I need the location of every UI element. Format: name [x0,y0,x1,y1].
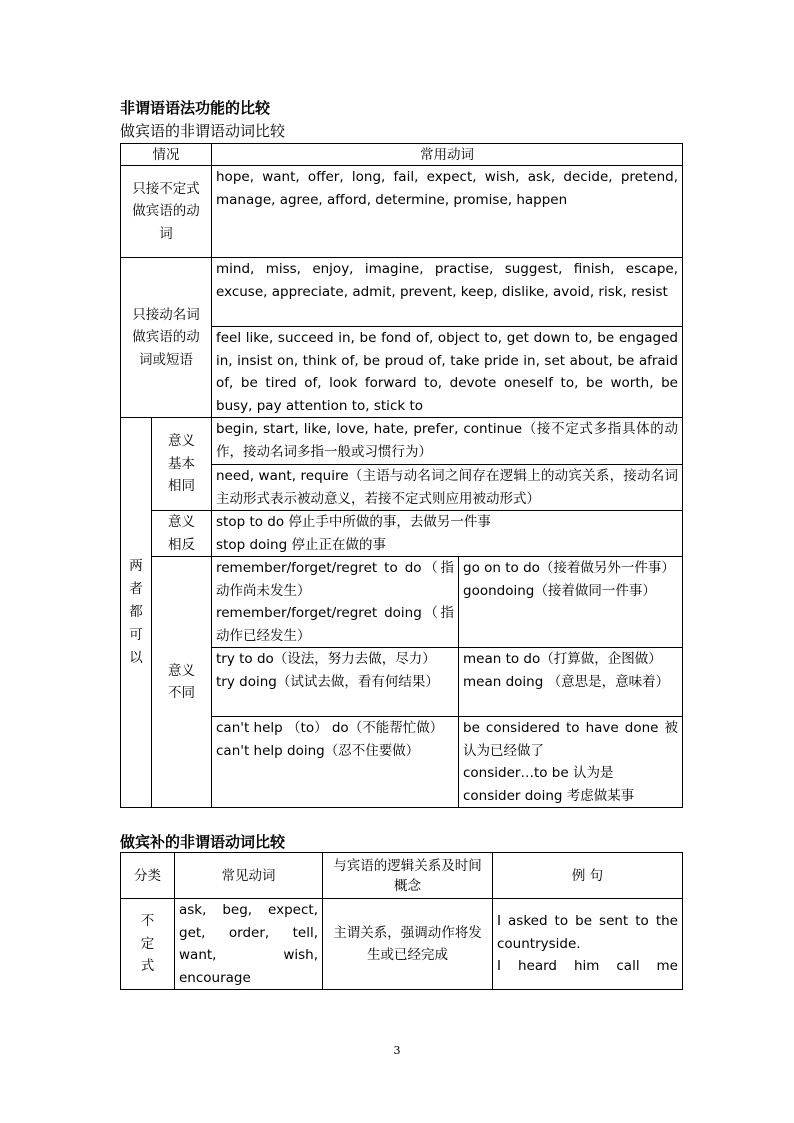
verbs-infinitive-complement: ask, beg, expect, get, order, tell, want, wish, encourage [175,899,323,990]
label-same-meaning: 意义基本相同 [152,418,212,511]
label-opposite-meaning: 意义相反 [152,511,212,557]
same-meaning-item-1: begin, start, like, love, hate, prefer, continue（接不定式多指具体的动作，接动名词多指一般或习惯行为） [212,418,683,465]
diff-try-item-2: try doing（试试去做，看有何结果） [216,673,439,690]
label-different-meaning: 意义不同 [152,557,212,808]
example-item-2: I heard him call me [497,958,678,975]
category-infinitive: 不定式 [121,899,175,990]
label-both-allowed: 两者都可以 [121,418,152,808]
header-category: 分类 [121,853,175,899]
header-common-verbs: 常用动词 [212,144,683,166]
same-meaning-item-2: need, want, require（主语与动名词之间存在逻辑上的动宾关系，接动名词主动形式表示被动意义，若接不定式则应用被动形式） [212,465,683,511]
diff-mean-item-1: mean to do（打算做，企图做） [463,651,662,667]
opposite-item-1: stop to do 停止手中所做的事，去做另一件事 [216,514,491,530]
page-number: 3 [393,1044,401,1057]
example-item-1: I asked to be sent to the countryside. [497,913,678,952]
diff-canthelp-cell [212,717,459,808]
diff-remember-item-1: remember/forget/regret to do（指动作尚未发生） [216,560,454,599]
opposite-meaning-cell [212,511,683,557]
verbs-gerund-only: mind, miss, enjoy, imagine, practise, suggest, finish, escape, excuse, appreciate, admit, prevent, keep, dislike, avoid, risk, resist [212,258,683,327]
diff-goon-cell [459,557,683,648]
phrases-gerund-only: feel like, succeed in, be fond of, object to, get down to, be engaged in, insist on, think of, be proud of, take pride in, set about, be afraid of, be tired of, look forward to, devote oneself to, be worth, be busy, pay attention to, stick to [212,327,683,418]
diff-canthelp-item-2: can't help doing（忍不住要做） [216,742,420,759]
header-logical-relation: 与宾语的逻辑关系及时间概念 [323,853,493,899]
object-comparison-table [120,143,683,808]
diff-mean-cell [459,648,683,717]
header-common-verbs: 常见动词 [175,853,323,899]
relation-infinitive: 主谓关系，强调动作将发生或已经完成 [323,899,493,990]
label-infinitive-only: 只接不定式做宾语的动词 [121,166,212,258]
diff-remember-cell [212,557,459,648]
diff-remember-item-2: remember/forget/regret doing（指动作已经发生） [216,605,454,644]
diff-consider-item-1: be considered to have done 被认为已经做了 [463,720,678,759]
section-title-complement: 做宾补的非谓语动词比较 [120,833,286,851]
diff-goon-item-2: goondoing（接着做同一件事） [463,582,656,599]
document-title: 非谓语语法功能的比较 [120,99,271,117]
verbs-infinitive-only: hope, want, offer, long, fail, expect, wish, ask, decide, pretend, manage, agree, afford, determine, promise, happen [212,166,683,258]
diff-try-item-1: try to do（设法，努力去做，尽力） [216,651,436,667]
opposite-item-2: stop doing 停止正在做的事 [216,536,386,553]
header-example: 例 句 [493,853,683,899]
diff-goon-item-1: go on to do（接着做另外一件事） [463,560,675,576]
section-title-object: 做宾语的非谓语动词比较 [120,122,286,140]
diff-mean-item-2: mean doing （意思是，意味着） [463,673,670,690]
diff-consider-item-2: consider…to be 认为是 [463,765,614,781]
header-situation: 情况 [121,144,212,166]
diff-consider-cell [459,717,683,808]
label-gerund-only: 只接动名词做宾语的动词或短语 [121,258,212,418]
complement-comparison-table [120,852,683,990]
example-infinitive-cell [493,899,683,990]
diff-try-cell [212,648,459,717]
diff-consider-item-3: consider doing 考虑做某事 [463,787,635,804]
diff-canthelp-item-1: can't help （to） do（不能帮忙做） [216,720,444,736]
